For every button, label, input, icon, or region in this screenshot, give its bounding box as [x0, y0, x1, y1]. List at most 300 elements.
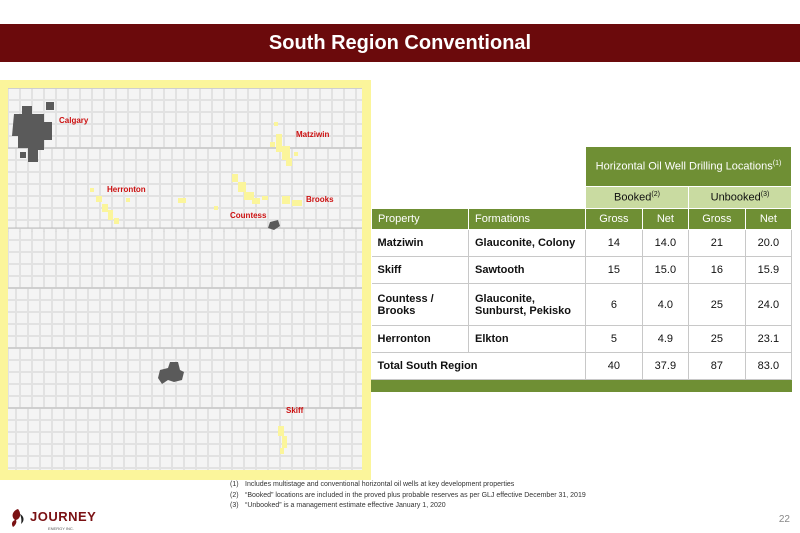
map-grid-cell: [129, 265, 140, 276]
map-grid-cell: [129, 253, 140, 264]
map-grid-cell: [153, 125, 164, 136]
map-grid-cell: [233, 445, 244, 456]
map-label-matziwin: Matziwin: [296, 130, 330, 139]
map-grid-cell: [309, 373, 320, 384]
cell-formations: Sawtooth: [469, 257, 586, 284]
map-grid-cell: [321, 229, 332, 240]
map-grid-cell: [21, 89, 32, 100]
map-grid-cell: [29, 433, 40, 444]
booked-header: [586, 187, 689, 209]
map-grid-cell: [189, 125, 200, 136]
map-grid-cell: [189, 265, 200, 276]
map-grid-cell: [41, 325, 52, 336]
map-grid-cell: [57, 253, 68, 264]
map-grid-cell: [185, 457, 196, 468]
map-grid-cell: [41, 173, 52, 184]
map-grid-cell: [221, 289, 232, 300]
cell-unbooked-net: 20.0: [745, 230, 791, 257]
map-grid-cell: [77, 445, 88, 456]
map-grid-cell: [177, 349, 188, 360]
map-grid-cell: [53, 457, 64, 468]
map-grid-cell: [117, 241, 128, 252]
map-grid-cell: [125, 325, 136, 336]
booked-sup: (2): [651, 191, 660, 199]
map-grid-cell: [233, 469, 244, 471]
map-grid-cell: [245, 409, 256, 420]
map-grid-cell: [153, 241, 164, 252]
map-grid-cell: [317, 421, 328, 432]
map-grid-cell: [53, 409, 64, 420]
map-grid-cell: [93, 349, 104, 360]
map-grid-cell: [305, 421, 316, 432]
map-grid-cell: [177, 229, 188, 240]
map-grid-cell: [81, 349, 92, 360]
map-grid-cell: [41, 161, 52, 172]
map-grid-cell: [161, 409, 172, 420]
unbooked-label: Unbooked: [710, 191, 761, 204]
map-grid-cell: [113, 325, 124, 336]
map-grid-cell: [245, 433, 256, 444]
map-grid-cell: [29, 469, 40, 471]
map-grid-cell: [129, 385, 140, 396]
map-grid-cell: [257, 421, 268, 432]
map-grid-cell: [77, 313, 88, 324]
map-grid-cell: [45, 265, 56, 276]
map-grid-cell: [129, 373, 140, 384]
map-grid-cell: [197, 209, 208, 220]
map-grid-cell: [285, 253, 296, 264]
map-grid-cell: [129, 101, 140, 112]
map-grid-cell: [273, 265, 284, 276]
map-grid-cell: [221, 457, 232, 468]
map-grid-cell: [257, 185, 268, 196]
map-grid-cell: [33, 361, 44, 372]
map-grid-cell: [21, 361, 32, 372]
map-grid-cell: [153, 397, 164, 408]
map-grid-cell: [141, 397, 152, 408]
map-grid-cell: [17, 301, 28, 312]
map-grid-cell: [185, 313, 196, 324]
map-grid-cell: [249, 277, 260, 288]
map-grid-cell: [89, 469, 100, 471]
map-grid-cell: [117, 265, 128, 276]
map-grid-cell: [261, 241, 272, 252]
map-grid-cell: [321, 101, 332, 112]
map-grid-cell: [69, 361, 80, 372]
map-grid-cell: [113, 173, 124, 184]
cell-formations: Glauconite, Sunburst, Pekisko: [469, 284, 586, 326]
map-grid-cell: [77, 301, 88, 312]
map-grid-cell: [141, 125, 152, 136]
map-grid-cell: [353, 421, 363, 432]
map-grid-cell: [69, 397, 80, 408]
map-grid-cell: [197, 149, 208, 160]
map-grid-cell: [305, 185, 316, 196]
map-grid-cell: [129, 113, 140, 124]
group-header-text: Horizontal Oil Well Drilling Locations: [595, 160, 773, 173]
map-grid-cell: [45, 361, 56, 372]
map-grid-cell: [101, 161, 112, 172]
map-grid-cell: [165, 101, 176, 112]
map-grid-cell: [21, 373, 32, 384]
map-grid-cell: [353, 301, 363, 312]
map-grid-cell: [233, 149, 244, 160]
map-grid-cell: [137, 301, 148, 312]
map-grid-cell: [53, 313, 64, 324]
col-property: Property: [372, 209, 469, 230]
map-grid-cell: [321, 349, 332, 360]
map-grid-cell: [189, 397, 200, 408]
map-grid-cell: [57, 265, 68, 276]
map-grid-cell: [221, 161, 232, 172]
map-grid-cell: [189, 385, 200, 396]
matziwin-holdings: [270, 142, 275, 147]
map-grid-cell: [161, 185, 172, 196]
map-grid-cell: [317, 469, 328, 471]
map-grid-cell: [113, 457, 124, 468]
map-grid-cell: [9, 137, 20, 148]
map-grid-cell: [293, 173, 304, 184]
map-grid-cell: [225, 125, 236, 136]
map-grid-cell: [309, 89, 320, 100]
map-grid-cell: [357, 101, 363, 112]
map-grid-cell: [237, 241, 248, 252]
map-grid-cell: [89, 325, 100, 336]
map-grid-cell: [189, 137, 200, 148]
map-grid-cell: [233, 433, 244, 444]
map-grid-cell: [297, 361, 308, 372]
map-grid-cell: [8, 421, 16, 432]
map-grid-cell: [105, 253, 116, 264]
map-grid-cell: [233, 289, 244, 300]
map-grid-cell: [341, 457, 352, 468]
cell-booked-gross: 14: [586, 230, 643, 257]
map-grid-cell: [257, 301, 268, 312]
map-grid-cell: [309, 241, 320, 252]
map-grid-cell: [293, 421, 304, 432]
map-grid-cell: [261, 125, 272, 136]
map-grid-cell: [357, 89, 363, 100]
map-grid-cell: [225, 361, 236, 372]
map-grid-cell: [317, 173, 328, 184]
map-grid-cell: [21, 265, 32, 276]
map-grid-cell: [161, 149, 172, 160]
map-grid-cell: [281, 185, 292, 196]
map-grid-cell: [165, 277, 176, 288]
map-grid-cell: [21, 385, 32, 396]
map-grid-cell: [273, 277, 284, 288]
map-grid-cell: [113, 209, 124, 220]
map-grid-cell: [305, 209, 316, 220]
map-grid-cell: [129, 349, 140, 360]
map-grid-cell: [153, 265, 164, 276]
map-grid-cell: [317, 445, 328, 456]
map-grid-cell: [297, 373, 308, 384]
map-grid-cell: [209, 173, 220, 184]
map-grid-cell: [125, 421, 136, 432]
map-grid-cell: [89, 445, 100, 456]
map-grid-cell: [65, 421, 76, 432]
map-grid-cell: [141, 349, 152, 360]
map-grid-cell: [153, 277, 164, 288]
map-grid-cell: [77, 325, 88, 336]
map-grid-cell: [293, 289, 304, 300]
map-grid-cell: [285, 349, 296, 360]
map-grid-cell: [57, 361, 68, 372]
map-grid-cell: [65, 173, 76, 184]
map-grid-cell: [41, 445, 52, 456]
map-grid-cell: [149, 445, 160, 456]
map-grid-cell: [93, 253, 104, 264]
map-grid-cell: [261, 89, 272, 100]
map-grid-cell: [81, 277, 92, 288]
map-grid-cell: [53, 209, 64, 220]
unbooked-sup: (3): [760, 191, 770, 199]
footnote: [230, 491, 586, 502]
map-grid-cell: [225, 385, 236, 396]
map-grid-cell: [101, 409, 112, 420]
map-grid-cell: [185, 409, 196, 420]
countess-brooks-holdings: [262, 196, 268, 200]
map-grid-cell: [9, 101, 20, 112]
map-grid-cell: [117, 125, 128, 136]
map-grid-cell: [333, 229, 344, 240]
map-grid-cell: [153, 137, 164, 148]
map-grid-cell: [113, 433, 124, 444]
map-grid-cell: [333, 113, 344, 124]
map-grid-cell: [293, 469, 304, 471]
map-grid-cell: [149, 313, 160, 324]
map-grid-cell: [285, 277, 296, 288]
map-grid-cell: [317, 149, 328, 160]
map-grid-cell: [317, 325, 328, 336]
group-header-sup: (1): [772, 160, 782, 168]
map-grid-cell: [269, 161, 280, 172]
map-grid-cell: [257, 161, 268, 172]
map-grid-cell: [17, 433, 28, 444]
map-grid-cell: [117, 229, 128, 240]
map-grid-cell: [209, 161, 220, 172]
map-grid-cell: [233, 301, 244, 312]
map-grid-cell: [161, 289, 172, 300]
map-grid-cell: [225, 349, 236, 360]
map-grid-cell: [69, 373, 80, 384]
map-grid-cell: [153, 89, 164, 100]
map-grid-cell: [261, 265, 272, 276]
map-grid-cell: [245, 301, 256, 312]
map-grid-cell: [105, 277, 116, 288]
map-grid-cell: [101, 421, 112, 432]
map-grid-cell: [237, 253, 248, 264]
map-grid-cell: [153, 113, 164, 124]
map-grid-cell: [201, 373, 212, 384]
map-grid-cell: [161, 325, 172, 336]
map-grid-cell: [225, 265, 236, 276]
footnote-text: “Unbooked” is a management estimate effective January 1, 2020: [245, 502, 446, 509]
map-grid-cell: [341, 433, 352, 444]
map-grid-cell: [33, 265, 44, 276]
map-grid-cell: [17, 337, 28, 348]
map-grid-cell: [173, 469, 184, 471]
map-grid-cell: [117, 361, 128, 372]
map-grid-cell: [41, 421, 52, 432]
map-grid-cell: [233, 197, 244, 208]
map-grid-cell: [149, 409, 160, 420]
map-grid-cell: [33, 385, 44, 396]
map-grid-cell: [57, 137, 68, 148]
map-grid-cell: [209, 209, 220, 220]
map-grid-cell: [137, 161, 148, 172]
map-grid-cell: [213, 241, 224, 252]
map-grid-cell: [77, 421, 88, 432]
map-grid-cell: [321, 277, 332, 288]
map-grid-cell: [93, 361, 104, 372]
map-grid-cell: [153, 385, 164, 396]
map-grid-cell: [221, 445, 232, 456]
map-grid-cell: [125, 469, 136, 471]
map-grid-cell: [341, 421, 352, 432]
cell-property: Countess / Brooks: [372, 284, 469, 326]
map-grid-cell: [149, 325, 160, 336]
map-grid-cell: [281, 301, 292, 312]
cell-total-booked-net: 37.9: [642, 353, 688, 380]
map-grid-cell: [45, 397, 56, 408]
map-grid-cell: [341, 185, 352, 196]
map-grid-cell: [77, 161, 88, 172]
map-grid-cell: [113, 197, 124, 208]
map-grid-cell: [113, 337, 124, 348]
map-grid-cell: [29, 457, 40, 468]
map-grid-cell: [261, 229, 272, 240]
map-grid-cell: [149, 185, 160, 196]
map-grid-cell: [249, 373, 260, 384]
map-grid-cell: [189, 101, 200, 112]
logo-subtitle: ENERGY INC.: [48, 526, 74, 531]
map-grid-cell: [93, 125, 104, 136]
map-label-calgary: Calgary: [59, 116, 89, 125]
map-grid-cell: [21, 277, 32, 288]
map-grid-cell: [149, 433, 160, 444]
map-grid-cell: [245, 313, 256, 324]
map-grid-cell: [125, 289, 136, 300]
map-grid-cell: [89, 161, 100, 172]
map-grid-cell: [317, 433, 328, 444]
map-grid-cell: [273, 125, 284, 136]
map-grid-cell: [297, 89, 308, 100]
map-grid-cell: [249, 349, 260, 360]
map-grid-cell: [333, 265, 344, 276]
map-grid-cell: [141, 373, 152, 384]
map-grid-cell: [269, 289, 280, 300]
map-grid-cell: [81, 137, 92, 148]
map-grid-cell: [185, 325, 196, 336]
map-grid-cell: [165, 229, 176, 240]
map-grid-cell: [173, 161, 184, 172]
map-grid-cell: [329, 469, 340, 471]
herronton-holdings: [126, 198, 130, 202]
skiff-holdings: [278, 426, 284, 436]
map-grid-cell: [329, 301, 340, 312]
map-grid-cell: [237, 101, 248, 112]
map-grid-cell: [305, 149, 316, 160]
map-grid-cell: [221, 469, 232, 471]
map-grid-cell: [53, 325, 64, 336]
countess-brooks-holdings: [292, 200, 302, 206]
map-grid-cell: [245, 337, 256, 348]
matziwin-holdings: [276, 134, 282, 152]
map-grid-cell: [9, 253, 20, 264]
map-grid-cell: [69, 89, 80, 100]
map-grid-cell: [129, 397, 140, 408]
map-grid-cell: [65, 469, 76, 471]
cell-total-unbooked-gross: 87: [688, 353, 745, 380]
map-grid-cell: [309, 385, 320, 396]
map-grid-cell: [173, 209, 184, 220]
map-grid-cell: [161, 337, 172, 348]
cell-formations: Elkton: [469, 326, 586, 353]
map-grid-cell: [117, 277, 128, 288]
map-grid-cell: [317, 337, 328, 348]
map-grid-cell: [333, 89, 344, 100]
map-grid-cell: [77, 289, 88, 300]
map-grid-cell: [113, 149, 124, 160]
map-grid-cell: [285, 265, 296, 276]
map-grid-cell: [65, 445, 76, 456]
map-grid-cell: [261, 349, 272, 360]
countess-brooks-holdings: [252, 198, 260, 204]
map-grid-cell: [353, 433, 363, 444]
map-grid-cell: [201, 277, 212, 288]
map-grid-cell: [237, 361, 248, 372]
cell-property: Skiff: [372, 257, 469, 284]
map-grid-cell: [81, 397, 92, 408]
map-grid-cell: [177, 253, 188, 264]
map-grid-cell: [305, 445, 316, 456]
map-grid-cell: [57, 277, 68, 288]
map-grid-cell: [321, 385, 332, 396]
map-grid-cell: [341, 337, 352, 348]
map-label-countess: Countess: [230, 211, 267, 220]
map-grid-cell: [285, 241, 296, 252]
map-grid-cell: [293, 445, 304, 456]
map-grid-cell: [165, 253, 176, 264]
map-grid-cell: [309, 113, 320, 124]
map-grid-cell: [141, 253, 152, 264]
herronton-holdings: [90, 188, 94, 192]
map-grid-cell: [353, 185, 363, 196]
map-grid-cell: [305, 289, 316, 300]
map-grid-cell: [317, 185, 328, 196]
map-grid-cell: [149, 337, 160, 348]
map-grid-cell: [209, 313, 220, 324]
map-grid-cell: [173, 409, 184, 420]
col-unbooked-net: Net: [745, 209, 791, 230]
map-grid-cell: [305, 161, 316, 172]
map-grid-cell: [273, 241, 284, 252]
map-grid-cell: [345, 101, 356, 112]
map-grid-cell: [69, 137, 80, 148]
map-grid-cell: [185, 289, 196, 300]
map-grid-cell: [341, 409, 352, 420]
map-grid-cell: [201, 397, 212, 408]
map-grid-cell: [221, 337, 232, 348]
map-grid-cell: [225, 253, 236, 264]
map-grid-cell: [93, 373, 104, 384]
footnote-number: (2): [230, 491, 239, 499]
map-grid-cell: [185, 421, 196, 432]
map-grid-cell: [113, 161, 124, 172]
map-grid-cell: [9, 89, 20, 100]
